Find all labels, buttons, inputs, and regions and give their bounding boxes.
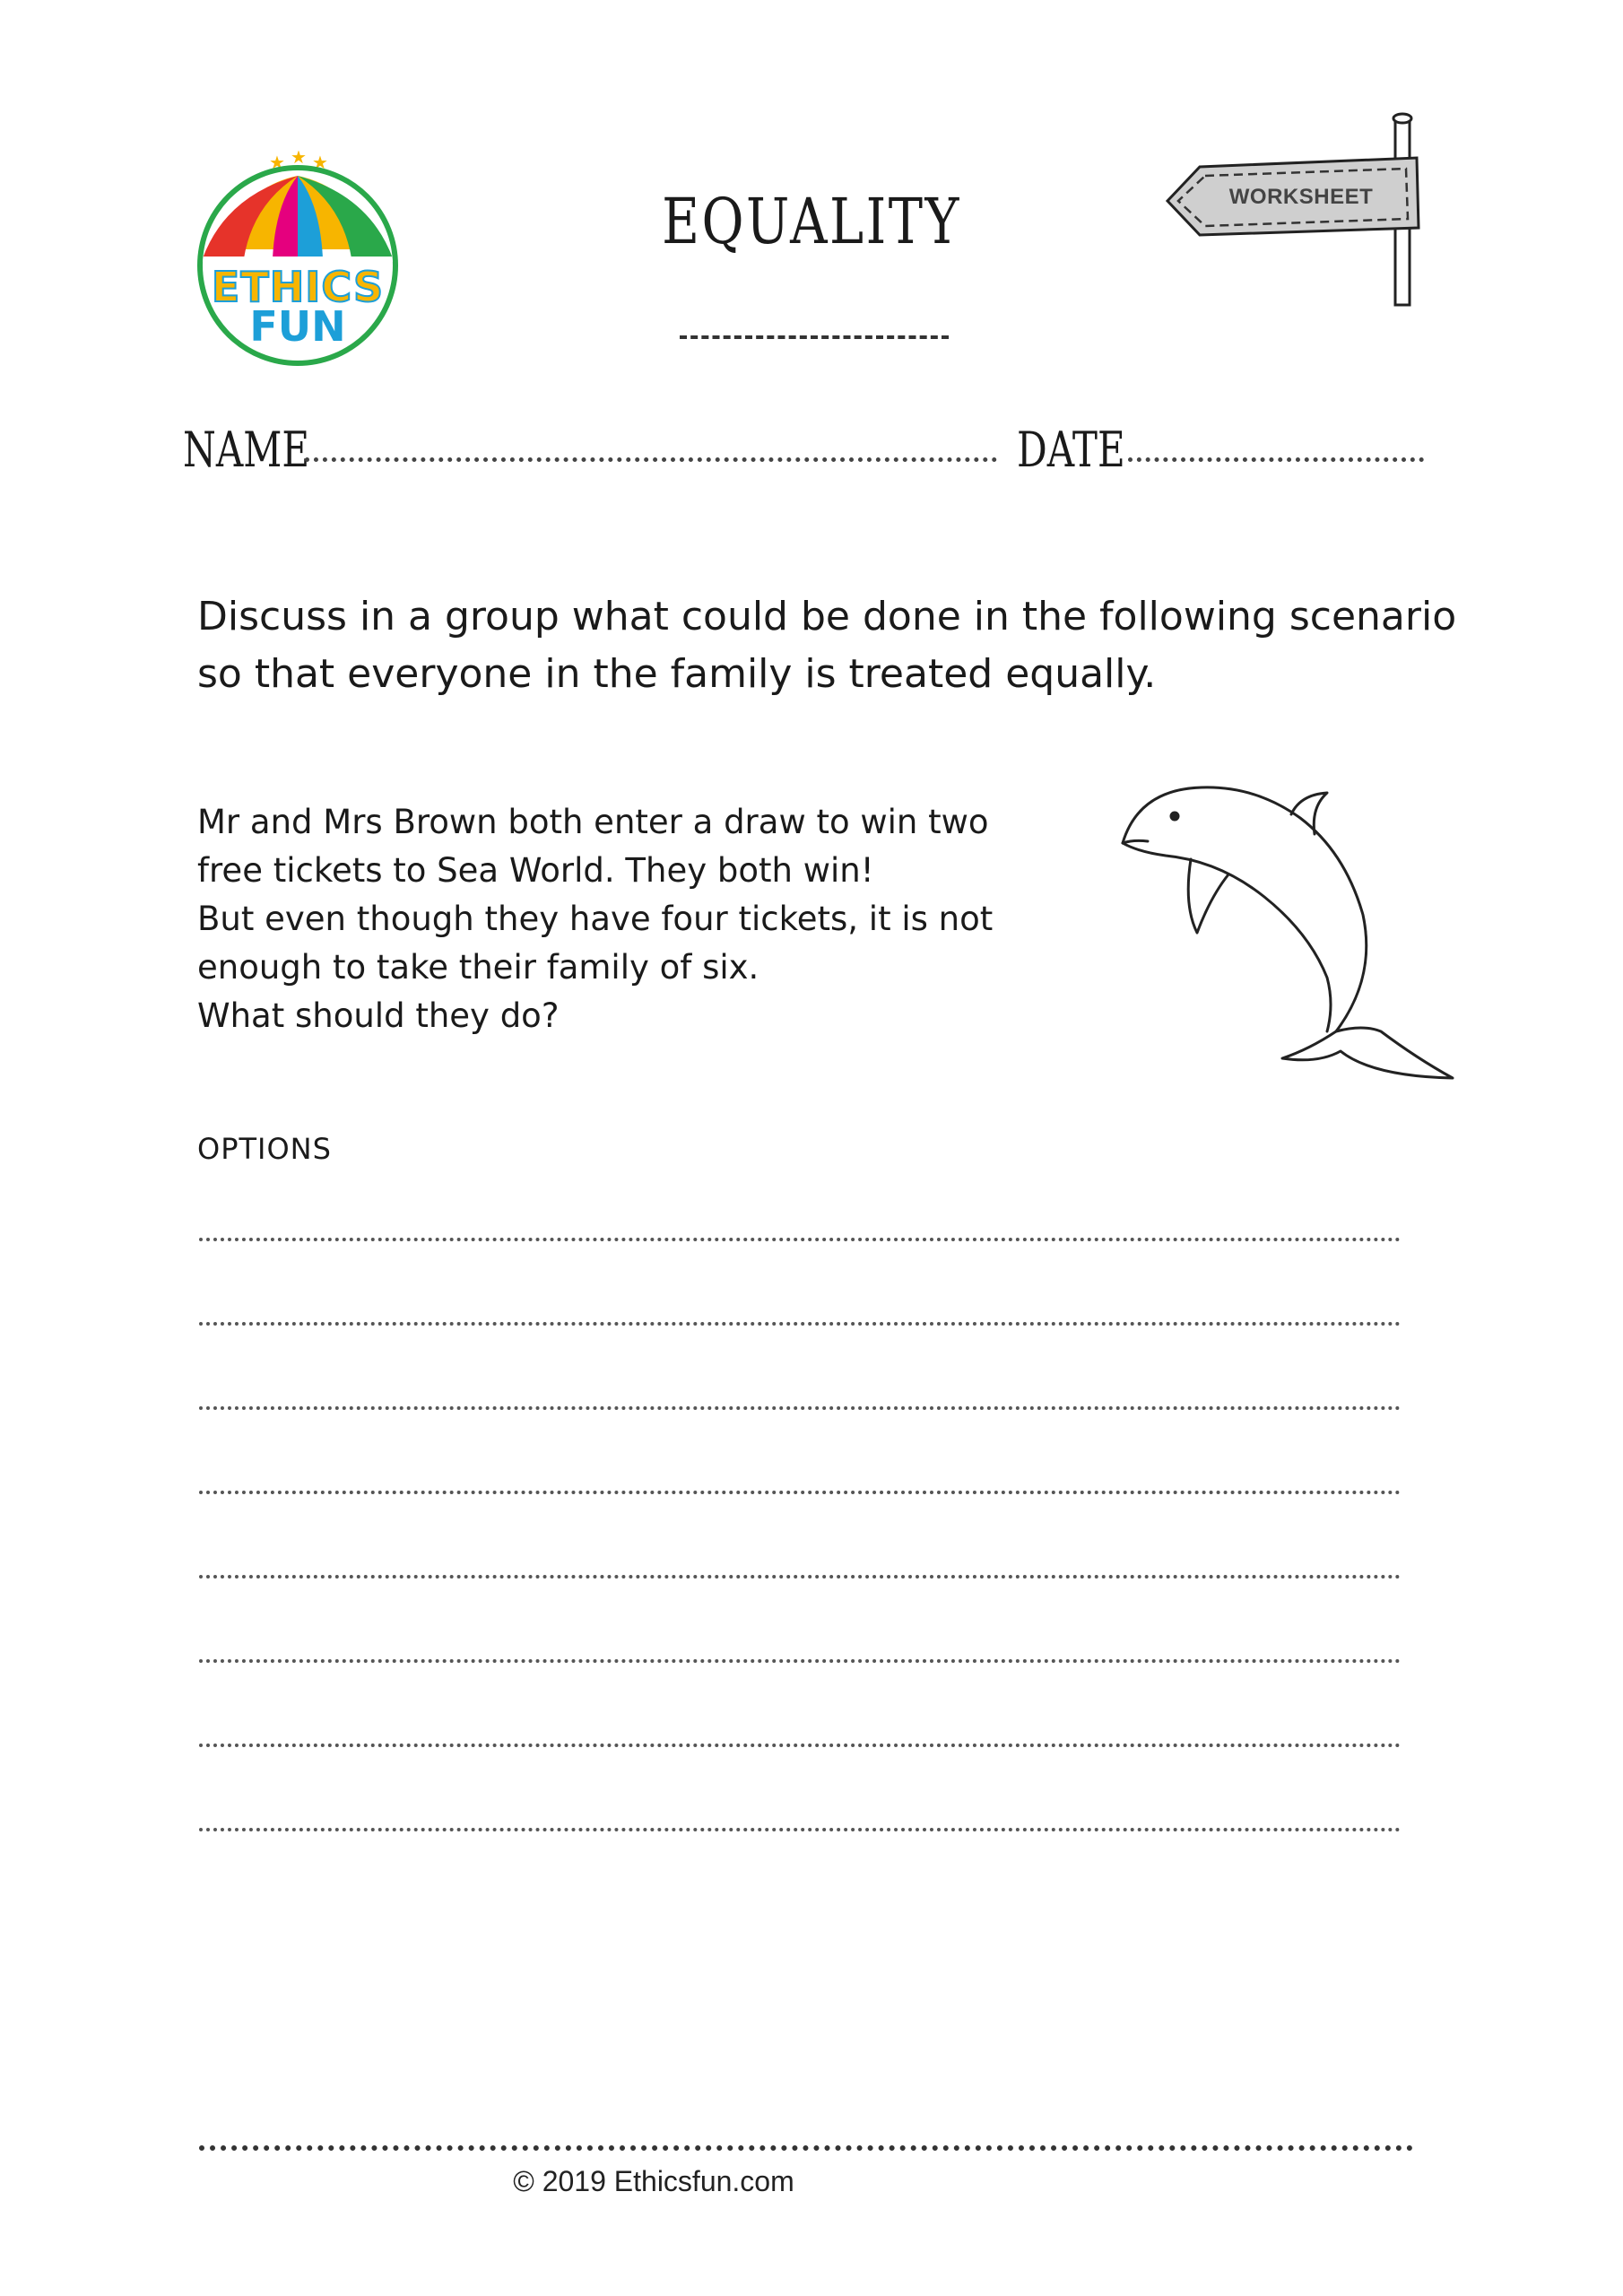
date-label: DATE — [1017, 422, 1125, 478]
instruction-text: Discuss in a group what could be done in the following scenario so that everyone in the family is treated equally. — [197, 594, 1457, 697]
answer-line[interactable] — [199, 1659, 1401, 1663]
signpost-icon — [1164, 111, 1433, 309]
date-field[interactable] — [1128, 457, 1424, 462]
answer-line[interactable] — [199, 1828, 1401, 1831]
name-field[interactable] — [305, 457, 997, 462]
name-label: NAME — [183, 422, 310, 478]
scenario-line: What should they do? — [197, 996, 560, 1035]
answer-line[interactable] — [199, 1322, 1401, 1326]
footer-divider — [199, 2145, 1413, 2151]
page-title: EQUALITY — [662, 185, 961, 258]
copyright-text: © 2019 Ethicsfun.com — [513, 2165, 794, 2197]
svg-text:ETHICS: ETHICS — [211, 263, 385, 311]
scenario-line: Mr and Mrs Brown both enter a draw to win two — [197, 803, 989, 841]
svg-text:FUN: FUN — [249, 302, 346, 351]
scenario-line: enough to take their family of six. — [197, 948, 759, 987]
svg-text:★: ★ — [312, 152, 328, 173]
title-underline — [680, 335, 949, 339]
ethicsfun-logo-icon — [190, 151, 405, 366]
scenario-text — [197, 798, 1094, 1040]
dolphin-icon — [1112, 762, 1462, 1085]
scenario-line: But even though they have four tickets, it is not — [197, 900, 994, 938]
answer-line[interactable] — [199, 1238, 1401, 1241]
svg-text:★: ★ — [269, 152, 285, 173]
answer-line[interactable] — [199, 1491, 1401, 1494]
answer-line[interactable] — [199, 1575, 1401, 1578]
options-label: OPTIONS — [197, 1132, 332, 1166]
svg-text:★: ★ — [291, 151, 307, 168]
worksheet-badge: WORKSHEET — [1228, 185, 1374, 209]
answer-line[interactable] — [199, 1744, 1401, 1747]
scenario-line: free tickets to Sea World. They both win! — [197, 851, 874, 890]
answer-line[interactable] — [199, 1406, 1401, 1410]
